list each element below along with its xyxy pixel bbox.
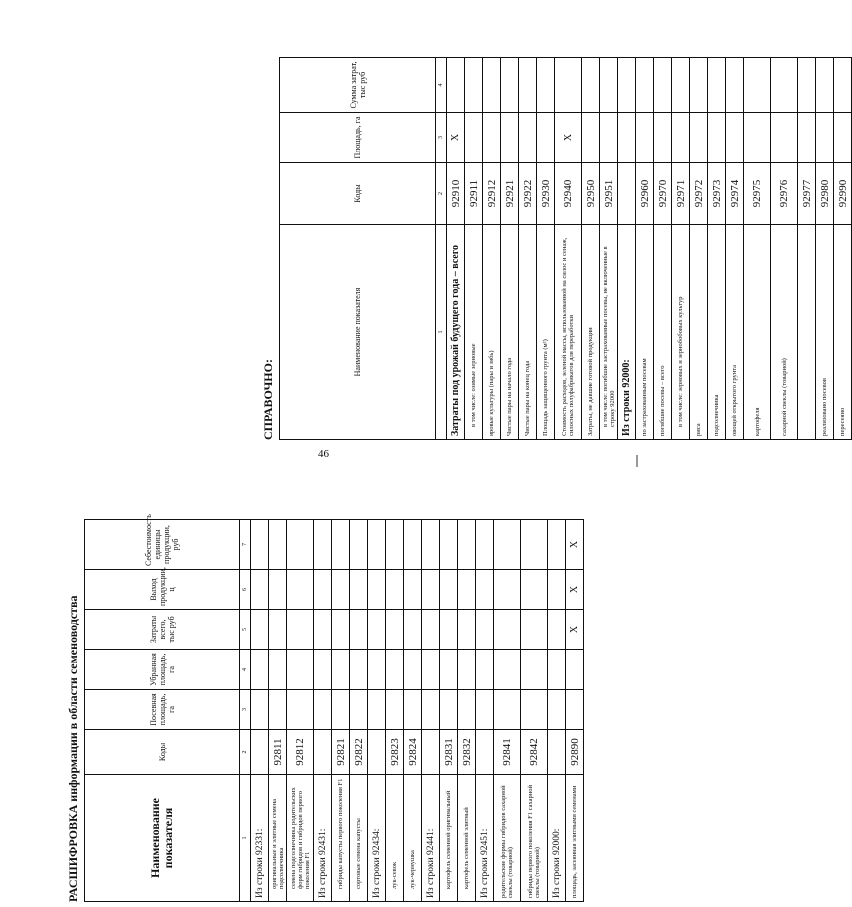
value-cell xyxy=(251,570,269,610)
value-cell xyxy=(834,58,852,113)
column-number-row xyxy=(436,58,447,440)
row-code: 92980 xyxy=(816,163,834,225)
value-cell xyxy=(465,113,483,163)
col-header-harvested-area: Убранная площадь, га xyxy=(85,650,240,690)
col-header-codes: Коды xyxy=(85,730,240,775)
table-row xyxy=(636,58,654,440)
row-code: 92921 xyxy=(501,163,519,225)
value-cell xyxy=(476,610,494,650)
row-label: родительские формы гибридов сахарной свеклы (товарной) xyxy=(494,775,521,902)
value-cell xyxy=(537,58,555,113)
row-code: 92971 xyxy=(672,163,690,225)
value-cell xyxy=(566,650,584,690)
row-code: 92972 xyxy=(690,163,708,225)
table-row xyxy=(287,520,314,902)
value-cell xyxy=(251,520,269,570)
value-cell: X xyxy=(566,570,584,610)
value-cell xyxy=(636,58,654,113)
value-cell xyxy=(404,570,422,610)
row-code: 92960 xyxy=(636,163,654,225)
value-cell xyxy=(458,610,476,650)
table-row xyxy=(386,520,404,902)
value-cell xyxy=(690,113,708,163)
value-cell: X xyxy=(566,610,584,650)
table-row xyxy=(440,520,458,902)
table-row xyxy=(422,520,440,902)
value-cell xyxy=(636,113,654,163)
value-cell xyxy=(422,610,440,650)
value-cell xyxy=(672,113,690,163)
value-cell xyxy=(350,520,368,570)
row-label: гибриды капусты первого поколения F1 xyxy=(332,775,350,902)
row-code: 92930 xyxy=(537,163,555,225)
table-row xyxy=(566,520,584,902)
table-row xyxy=(494,520,521,902)
value-cell xyxy=(548,650,566,690)
table-row xyxy=(368,520,386,902)
row-code: 92824 xyxy=(404,730,422,775)
value-cell xyxy=(251,650,269,690)
value-cell xyxy=(476,570,494,610)
row-label: картофель семенной оригинальный xyxy=(440,775,458,902)
value-cell xyxy=(251,610,269,650)
col-header-sown-area: Посевная площадь, га xyxy=(85,690,240,730)
value-cell xyxy=(708,58,726,113)
value-cell xyxy=(386,520,404,570)
table-row xyxy=(798,58,816,440)
col-number: 6 xyxy=(240,570,251,610)
value-cell xyxy=(269,690,287,730)
row-label: Площадь защищенного грунта (м²) xyxy=(537,225,555,440)
row-code: 92841 xyxy=(494,730,521,775)
row-code xyxy=(476,730,494,775)
row-code: 92922 xyxy=(519,163,537,225)
value-cell xyxy=(537,113,555,163)
table-row xyxy=(458,520,476,902)
row-label: Стоимость расходов, зеленой массы, использованной на силос и сенаж, силосных полуфабрикатов для переработки xyxy=(555,225,582,440)
seed-production-section xyxy=(65,497,584,902)
table-row xyxy=(332,520,350,902)
value-cell xyxy=(368,650,386,690)
value-cell xyxy=(386,610,404,650)
value-cell xyxy=(287,570,314,610)
row-code: 92940 xyxy=(555,163,582,225)
row-code: 92822 xyxy=(350,730,368,775)
value-cell xyxy=(422,570,440,610)
row-label: сахарной свеклы (товарной) xyxy=(771,225,798,440)
value-cell xyxy=(816,113,834,163)
value-cell xyxy=(350,690,368,730)
value-cell xyxy=(368,690,386,730)
value-cell xyxy=(501,113,519,163)
row-label: Чистые пары на начало года xyxy=(501,225,519,440)
row-code xyxy=(618,163,636,225)
row-code xyxy=(251,730,269,775)
row-label: в том числе: озимые зерновые xyxy=(465,225,483,440)
row-label: семена подсолнечника родительских форм гибридов и гибридов первого поколения F1 xyxy=(287,775,314,902)
value-cell xyxy=(521,690,548,730)
value-cell xyxy=(483,113,501,163)
reference-table xyxy=(279,57,852,440)
value-cell xyxy=(494,610,521,650)
value-cell xyxy=(654,113,672,163)
row-label: сортовые семена капусты xyxy=(350,775,368,902)
table-row xyxy=(744,58,771,440)
value-cell xyxy=(816,58,834,113)
table-row xyxy=(447,58,465,440)
reference-section-title: СПРАВОЧНО: xyxy=(261,359,275,440)
col-header-name: Наименование показателя xyxy=(85,775,240,902)
row-label: лук-севок xyxy=(386,775,404,902)
row-label: лук-чернушка xyxy=(404,775,422,902)
value-cell xyxy=(404,610,422,650)
column-number-row xyxy=(240,520,251,902)
value-cell xyxy=(494,520,521,570)
value-cell xyxy=(440,570,458,610)
table-row xyxy=(708,58,726,440)
value-cell xyxy=(350,650,368,690)
table-row xyxy=(350,520,368,902)
value-cell xyxy=(368,610,386,650)
value-cell xyxy=(269,570,287,610)
table-row xyxy=(726,58,744,440)
row-code: 92974 xyxy=(726,163,744,225)
table-row xyxy=(555,58,582,440)
value-cell xyxy=(548,570,566,610)
row-code: 92890 xyxy=(566,730,584,775)
row-code: 92976 xyxy=(771,163,798,225)
row-code: 92842 xyxy=(521,730,548,775)
row-label: Из строки 92451: xyxy=(476,775,494,902)
col-number: 3 xyxy=(240,690,251,730)
value-cell xyxy=(458,520,476,570)
value-cell xyxy=(332,650,350,690)
col-number: 4 xyxy=(240,650,251,690)
value-cell xyxy=(332,690,350,730)
value-cell xyxy=(440,610,458,650)
value-cell xyxy=(600,113,618,163)
col-number: 2 xyxy=(240,730,251,775)
row-label: по застрахованным посевам xyxy=(636,225,654,440)
col-number: 4 xyxy=(436,58,447,113)
row-label: Из строки 92331: xyxy=(251,775,269,902)
value-cell xyxy=(521,650,548,690)
col-header-codes: Коды xyxy=(280,163,436,225)
col-number: 5 xyxy=(240,610,251,650)
value-cell xyxy=(314,650,332,690)
row-code: 92912 xyxy=(483,163,501,225)
value-cell xyxy=(440,520,458,570)
value-cell xyxy=(476,690,494,730)
row-code: 92975 xyxy=(744,163,771,225)
value-cell xyxy=(386,690,404,730)
col-number: 7 xyxy=(240,520,251,570)
row-code: 92910 xyxy=(447,163,465,225)
value-cell xyxy=(618,58,636,113)
value-cell xyxy=(521,570,548,610)
reference-section xyxy=(260,20,852,440)
value-cell xyxy=(600,58,618,113)
value-cell xyxy=(672,58,690,113)
row-label: оригинальные и элитные семена подсолнечника xyxy=(269,775,287,902)
col-header-name: Наименование показателя xyxy=(280,225,436,440)
value-cell xyxy=(350,570,368,610)
value-cell xyxy=(726,58,744,113)
col-header-output: Выход продукции, ц xyxy=(85,570,240,610)
row-code: 92832 xyxy=(458,730,476,775)
row-code: 92831 xyxy=(440,730,458,775)
value-cell xyxy=(314,690,332,730)
seed-production-table xyxy=(84,514,584,902)
row-code: 92990 xyxy=(834,163,852,225)
value-cell xyxy=(566,690,584,730)
col-header-cost-sum: Сумма затрат, тыс руб xyxy=(280,58,436,113)
value-cell xyxy=(519,58,537,113)
seed-section-title: РАСШИФРОВКА информации в области семеноводства xyxy=(66,595,80,902)
row-label: гибриды первого поколения F1 сахарной свеклы (товарной) xyxy=(521,775,548,902)
table-row xyxy=(816,58,834,440)
row-code xyxy=(548,730,566,775)
row-label: картофеля xyxy=(744,225,771,440)
value-cell xyxy=(548,610,566,650)
value-cell xyxy=(771,58,798,113)
value-cell xyxy=(404,690,422,730)
table-row xyxy=(251,520,269,902)
value-cell xyxy=(618,113,636,163)
row-label: овощей открытого грунта xyxy=(726,225,744,440)
value-cell xyxy=(708,113,726,163)
value-cell xyxy=(771,113,798,163)
value-cell xyxy=(582,58,600,113)
value-cell xyxy=(386,650,404,690)
table-row xyxy=(548,520,566,902)
value-cell xyxy=(368,570,386,610)
value-cell xyxy=(314,610,332,650)
row-code: 92973 xyxy=(708,163,726,225)
row-code: 92950 xyxy=(582,163,600,225)
value-cell xyxy=(287,650,314,690)
table-row xyxy=(690,58,708,440)
value-cell xyxy=(251,690,269,730)
table-row xyxy=(521,520,548,902)
table-row xyxy=(501,58,519,440)
value-cell xyxy=(440,690,458,730)
value-cell xyxy=(521,520,548,570)
value-cell xyxy=(332,610,350,650)
table-row xyxy=(483,58,501,440)
row-label: Из строки 92431: xyxy=(314,775,332,902)
value-cell xyxy=(476,520,494,570)
row-label: погибшие посевы – всего xyxy=(654,225,672,440)
table-row xyxy=(537,58,555,440)
table-row xyxy=(404,520,422,902)
value-cell xyxy=(269,650,287,690)
value-cell xyxy=(519,113,537,163)
page-number: 46 xyxy=(318,448,329,460)
row-code: 92911 xyxy=(465,163,483,225)
value-cell xyxy=(422,690,440,730)
value-cell xyxy=(458,650,476,690)
col-number: 1 xyxy=(240,775,251,902)
value-cell xyxy=(798,113,816,163)
table-row xyxy=(314,520,332,902)
row-label: Затраты, не давшие готовой продукции xyxy=(582,225,600,440)
row-label: в том числе: погибшие застрахованные посевы, не включенные в строку 92000 xyxy=(600,225,618,440)
edge-mark xyxy=(636,455,638,467)
table-row xyxy=(582,58,600,440)
value-cell xyxy=(548,690,566,730)
row-label: Из строки 92000: xyxy=(548,775,566,902)
value-cell xyxy=(314,520,332,570)
value-cell xyxy=(287,610,314,650)
value-cell xyxy=(404,520,422,570)
row-code: 92811 xyxy=(269,730,287,775)
row-label: в том числе: зерновых и зернобобовых культур xyxy=(672,225,690,440)
row-label xyxy=(798,225,816,440)
table-row xyxy=(654,58,672,440)
value-cell xyxy=(494,690,521,730)
value-cell xyxy=(465,58,483,113)
value-cell xyxy=(386,570,404,610)
value-cell xyxy=(726,113,744,163)
col-number: 1 xyxy=(436,225,447,440)
row-label: подсолнечника xyxy=(708,225,726,440)
row-code xyxy=(422,730,440,775)
value-cell xyxy=(494,650,521,690)
value-cell xyxy=(458,570,476,610)
value-cell xyxy=(314,570,332,610)
value-cell xyxy=(368,520,386,570)
row-code xyxy=(314,730,332,775)
value-cell xyxy=(582,113,600,163)
row-label: пересеяно xyxy=(834,225,852,440)
row-code: 92812 xyxy=(287,730,314,775)
value-cell xyxy=(422,520,440,570)
col-header-costs: Затраты всего, тыс руб xyxy=(85,610,240,650)
value-cell xyxy=(404,650,422,690)
row-label: реализовано посевов xyxy=(816,225,834,440)
value-cell xyxy=(458,690,476,730)
table-row xyxy=(465,58,483,440)
value-cell xyxy=(834,113,852,163)
table-row xyxy=(600,58,618,440)
value-cell xyxy=(501,58,519,113)
value-cell xyxy=(521,610,548,650)
row-label: картофель семенной элитный xyxy=(458,775,476,902)
row-label: Из строки 92434: xyxy=(368,775,386,902)
value-cell: X xyxy=(555,113,582,163)
table-row xyxy=(618,58,636,440)
col-number: 3 xyxy=(436,113,447,163)
value-cell xyxy=(798,58,816,113)
value-cell xyxy=(555,58,582,113)
value-cell xyxy=(440,650,458,690)
row-label: Из строки 92000: xyxy=(618,225,636,440)
table-row xyxy=(269,520,287,902)
value-cell xyxy=(494,570,521,610)
table-row xyxy=(672,58,690,440)
table-row xyxy=(771,58,798,440)
value-cell xyxy=(350,610,368,650)
value-cell xyxy=(269,520,287,570)
value-cell xyxy=(332,570,350,610)
value-cell: X xyxy=(447,113,465,163)
row-label: риса xyxy=(690,225,708,440)
row-code: 92951 xyxy=(600,163,618,225)
table-row xyxy=(834,58,852,440)
value-cell xyxy=(422,650,440,690)
value-cell xyxy=(287,520,314,570)
value-cell xyxy=(287,690,314,730)
row-label: площадь, засеянная элитными семенами xyxy=(566,775,584,902)
col-header-unit-cost: Себестоимость единицы продукции, руб xyxy=(85,520,240,570)
value-cell xyxy=(332,520,350,570)
value-cell xyxy=(269,610,287,650)
value-cell xyxy=(744,58,771,113)
table-row xyxy=(519,58,537,440)
row-code: 92821 xyxy=(332,730,350,775)
row-code: 92823 xyxy=(386,730,404,775)
value-cell xyxy=(744,113,771,163)
value-cell xyxy=(654,58,672,113)
row-label: Чистые пары на конец года xyxy=(519,225,537,440)
col-number: 2 xyxy=(436,163,447,225)
col-header-area: Площадь, га xyxy=(280,113,436,163)
row-label: Из строки 92441: xyxy=(422,775,440,902)
row-code xyxy=(368,730,386,775)
row-code: 92977 xyxy=(798,163,816,225)
value-cell: X xyxy=(566,520,584,570)
row-code: 92970 xyxy=(654,163,672,225)
value-cell xyxy=(548,520,566,570)
value-cell xyxy=(447,58,465,113)
row-label: Затраты под урожай будущего года – всего xyxy=(447,225,465,440)
value-cell xyxy=(483,58,501,113)
row-label: яровые культуры (пары и зябь) xyxy=(483,225,501,440)
value-cell xyxy=(690,58,708,113)
table-row xyxy=(476,520,494,902)
value-cell xyxy=(476,650,494,690)
